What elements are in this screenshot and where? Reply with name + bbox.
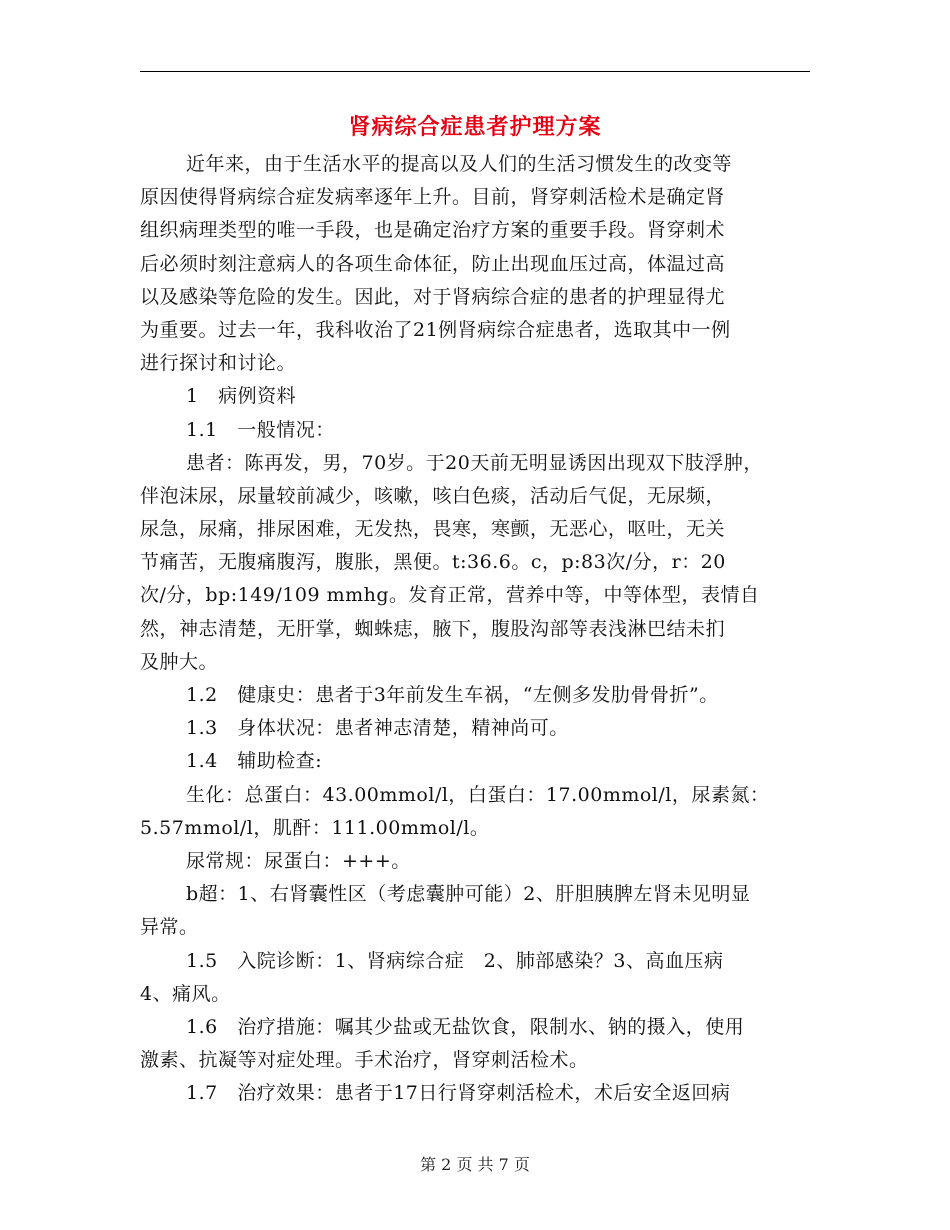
text-line: 1.4 辅助检查:	[186, 750, 323, 773]
text-line: 然，神志清楚，无肝掌，蜘蛛痣，腋下，腹股沟部等表浅淋巴结未扪	[140, 617, 726, 640]
text-line: 进行探讨和讨论。	[140, 352, 297, 375]
text-line: 次/分，bp:149/109 mmhg。发育正常，营养中等，中等体型，表情自	[140, 584, 760, 607]
text-line: 节痛苦，无腹痛腹泻，腹胀，黑便。t:36.6。c，p:83次/分，r：20	[140, 551, 726, 574]
header-rule	[140, 71, 810, 72]
text-line: 生化：总蛋白：43.00mmol/l，白蛋白：17.00mmol/l，尿素氮：	[186, 783, 770, 806]
text-line: 1.5 入院诊断：1、肾病综合症 2、肺部感染？3、高血压病	[186, 949, 724, 972]
text-line: 尿常规：尿蛋白：+++。	[186, 849, 411, 872]
text-line: 异常。	[140, 916, 199, 939]
text-line: 及肿大。	[140, 650, 219, 673]
text-line: 1.2 健康史：患者于3年前发生车祸，“左侧多发肋骨骨折”。	[186, 684, 719, 706]
text-line: 4、痛风。	[140, 982, 231, 1005]
text-line: 1 病例资料	[186, 385, 297, 408]
text-line: 尿急，尿痛，排尿困难，无发热，畏寒，寒颤，无恶心，呕吐，无关	[140, 518, 726, 541]
text-line: 以及感染等危险的发生。因此，对于肾病综合症的患者的护理显得尤	[140, 285, 726, 308]
document-title: 肾病综合症患者护理方案	[348, 114, 602, 140]
text-line: 组织病理类型的唯一手段，也是确定治疗方案的重要手段。肾穿刺术	[140, 219, 726, 242]
text-line: 后必须时刻注意病人的各项生命体征，防止出现血压过高，体温过高	[140, 252, 726, 275]
page-footer: 第 2 页 共 7 页	[420, 1155, 530, 1174]
text-line: 1.6 治疗措施：嘱其少盐或无盐饮食，限制水、钠的摄入，使用	[186, 1015, 745, 1038]
text-line: 激素、抗凝等对症处理。手术治疗，肾穿刺活检术。	[140, 1049, 589, 1072]
text-line: 为重要。过去一年，我科收治了21例肾病综合症患者，选取其中一例	[140, 318, 731, 341]
text-line: 伴泡沫尿，尿量较前减少，咳嗽，咳白色痰，活动后气促，无尿频，	[140, 484, 726, 507]
text-line: 1.1 一般情况：	[186, 418, 335, 441]
text-line: 患者：陈再发，男，70岁。于20天前无明显诱因出现双下肢浮肿，	[186, 451, 763, 474]
text-line: 近年来，由于生活水平的提高以及人们的生活习惯发生的改变等	[186, 153, 733, 175]
text-line: 5.57mmol/l，肌酐：111.00mmol/l。	[140, 816, 490, 839]
text-line: 原因使得肾病综合症发病率逐年上升。目前，肾穿刺活检术是确定肾	[140, 186, 726, 209]
text-line: 1.7 治疗效果：患者于17日行肾穿刺活检术，术后安全返回病	[186, 1082, 731, 1105]
text-line: b超：1、右肾囊性区（考虑囊肿可能）2、肝胆胰脾左肾未见明显	[186, 883, 751, 906]
document-body	[140, 148, 820, 1110]
text-line: 1.3 身体状况：患者神志清楚，精神尚可。	[186, 717, 569, 740]
